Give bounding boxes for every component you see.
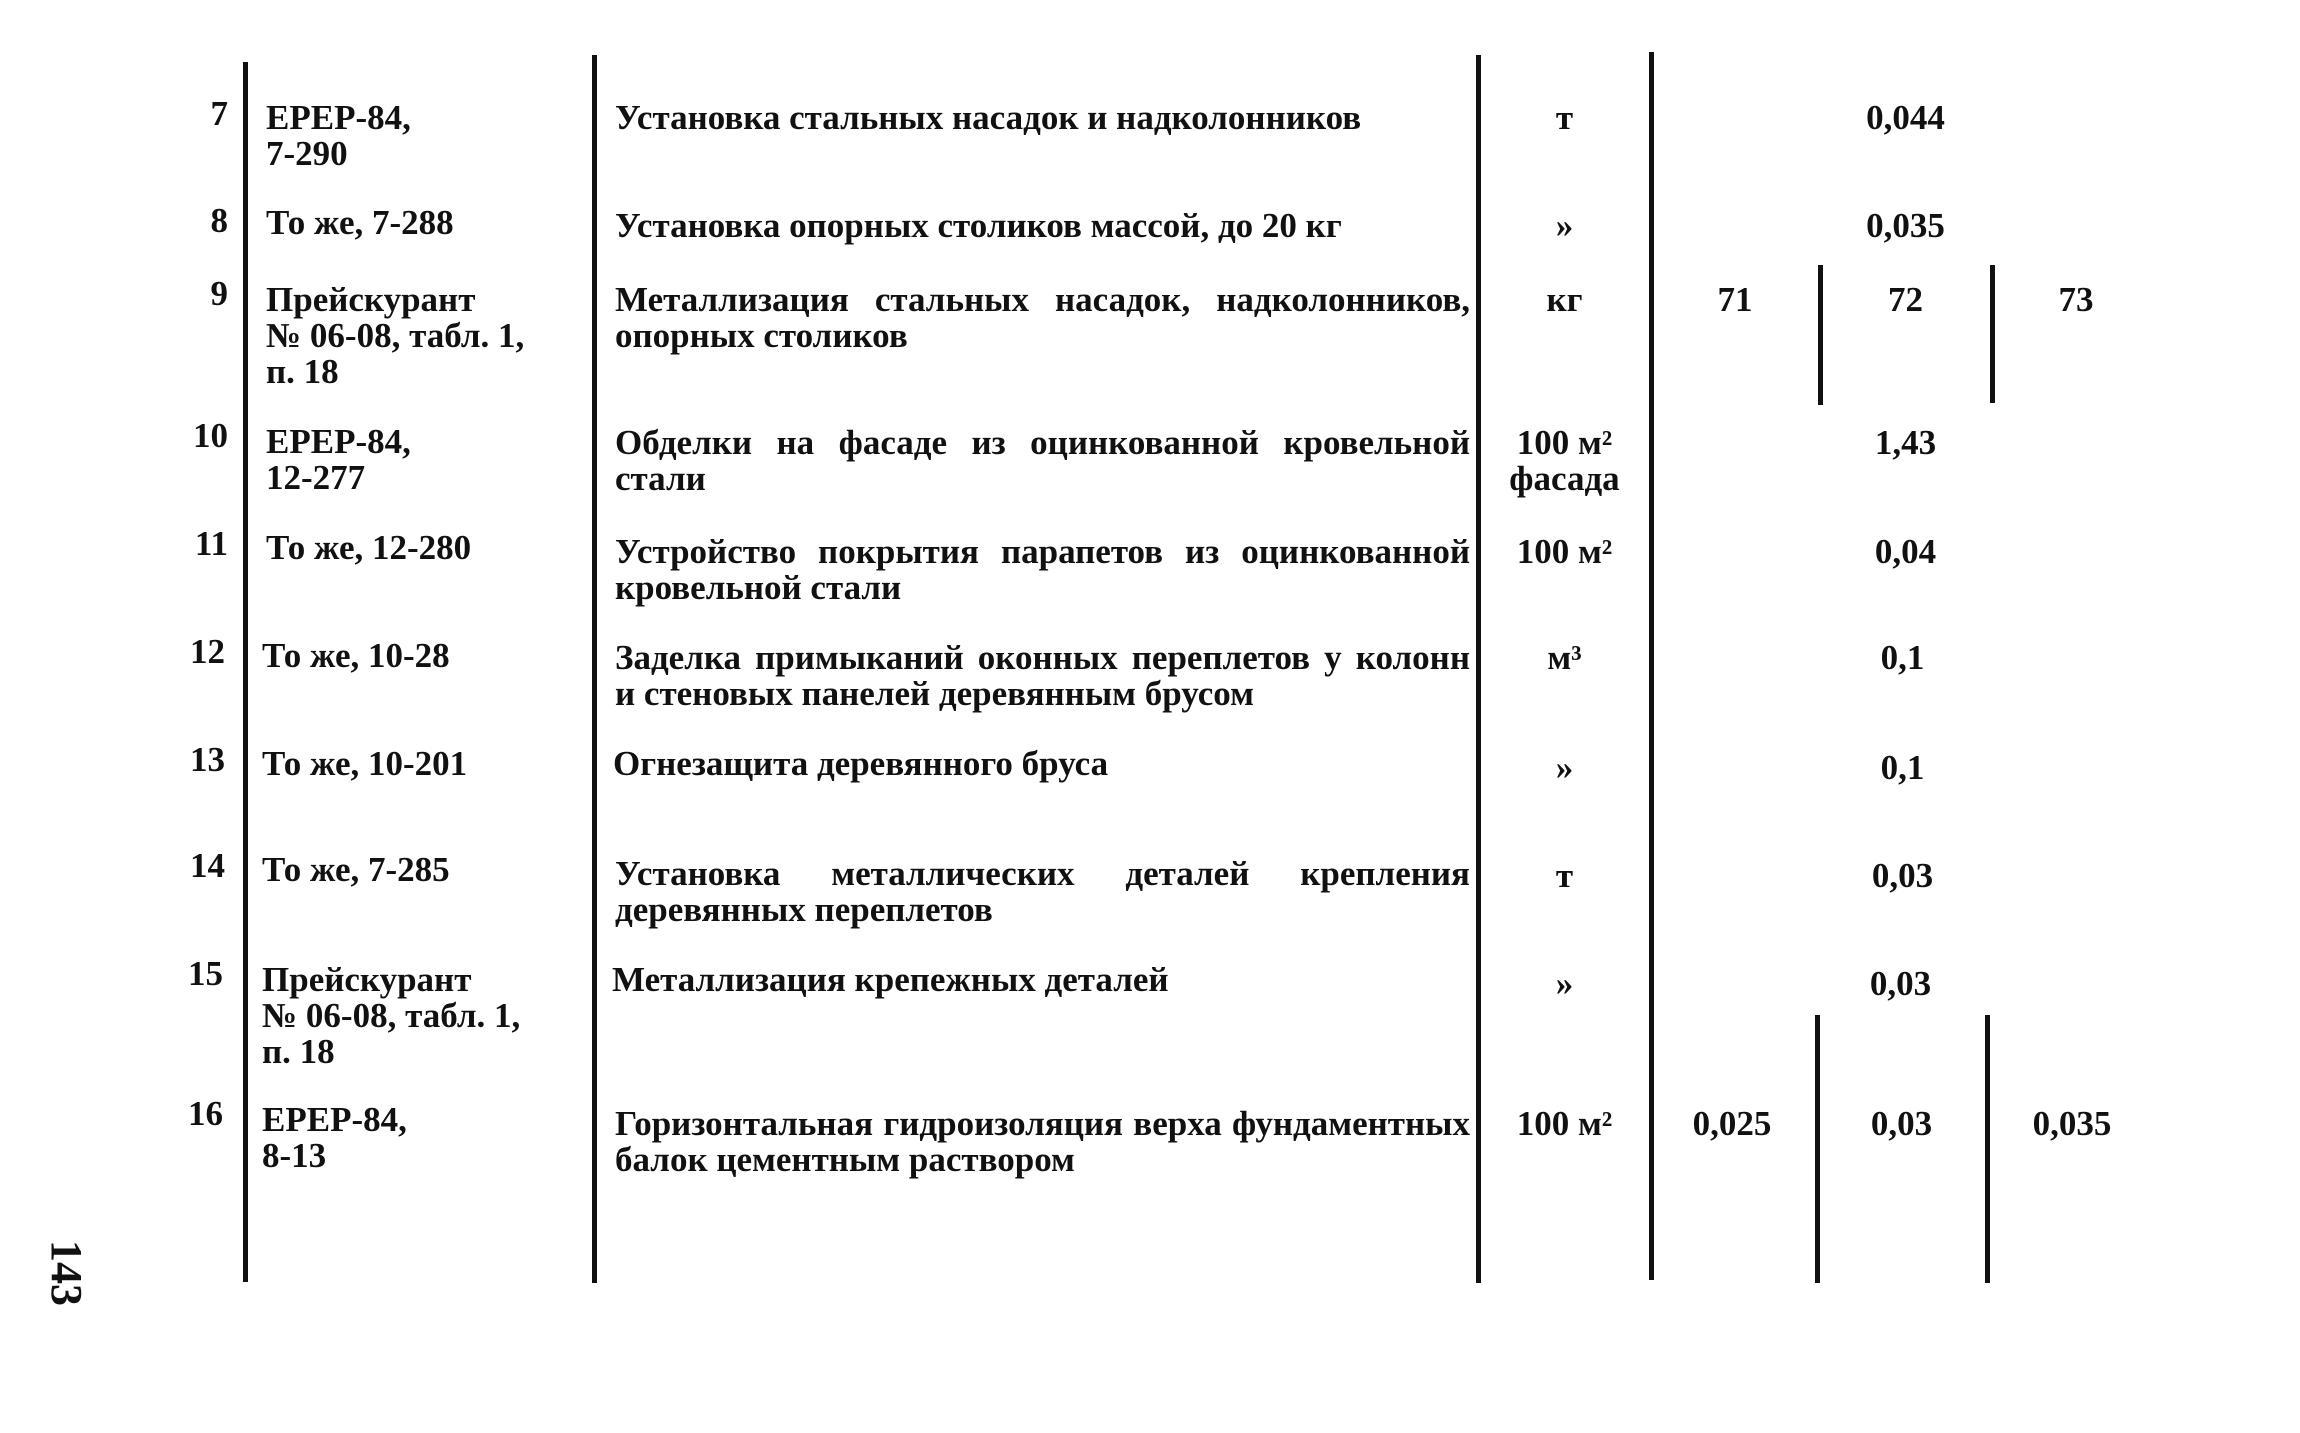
column-rule xyxy=(1990,265,1995,403)
work-description: Горизонтальная гидроизоляция верха фундаментных балок цементным раствором xyxy=(615,1104,1470,1179)
unit: 100 м² фасада xyxy=(1509,423,1620,498)
unit: » xyxy=(1555,206,1574,245)
norm-code: То же, 7-285 xyxy=(262,850,450,889)
row-number: 14 xyxy=(190,846,225,885)
unit: 100 м² xyxy=(1516,1104,1613,1143)
column-rule xyxy=(592,55,597,1283)
work-description: Огнезащита деревянного бруса xyxy=(613,744,1109,783)
value-col-2: 0,1 xyxy=(1880,748,1925,787)
value-col-2: 0,03 xyxy=(1871,856,1934,895)
row-number: 11 xyxy=(194,524,228,563)
work-description: Обделки на фасаде из оцинкованной кровельной стали xyxy=(615,423,1470,498)
value-col-2: 0,1 xyxy=(1880,638,1925,677)
row-number: 16 xyxy=(188,1094,223,1133)
value-col-1: 0,025 xyxy=(1692,1104,1772,1143)
unit: » xyxy=(1555,748,1574,787)
unit: т xyxy=(1555,98,1574,137)
work-description: Установка металлических деталей крепления деревянных переплетов xyxy=(615,854,1470,929)
norm-code: То же, 12-280 xyxy=(266,528,472,567)
norm-code: ЕРЕР-84, 8-13 xyxy=(262,1100,407,1175)
norm-code: Прейскурант № 06-08, табл. 1, п. 18 xyxy=(266,280,525,391)
unit: кг xyxy=(1546,280,1583,319)
norm-code: То же, 10-28 xyxy=(262,636,450,675)
row-number: 12 xyxy=(190,632,225,671)
column-rule xyxy=(243,62,248,1282)
norm-code: ЕРЕР-84, 12-277 xyxy=(266,422,411,497)
work-description: Металлизация крепежных деталей xyxy=(612,960,1169,999)
unit: т xyxy=(1555,856,1574,895)
row-number: 13 xyxy=(190,740,225,779)
work-description: Устройство покрытия парапетов из оцинкованной кровельной стали xyxy=(615,532,1470,607)
unit: » xyxy=(1555,964,1574,1003)
row-number: 7 xyxy=(210,94,228,133)
unit: м³ xyxy=(1547,638,1582,677)
value-col-3: 0,035 xyxy=(2032,1104,2112,1143)
work-description: Установка опорных столиков массой, до 20 кг xyxy=(615,206,1342,245)
norm-code: Прейскурант № 06-08, табл. 1, п. 18 xyxy=(262,960,521,1071)
column-rule xyxy=(1476,55,1481,1283)
work-description: Установка стальных насадок и надколонников xyxy=(615,98,1362,137)
value-col-2: 0,04 xyxy=(1874,532,1937,571)
column-rule xyxy=(1815,1015,1820,1283)
unit: 100 м² xyxy=(1516,532,1613,571)
value-col-1: 71 xyxy=(1717,280,1753,319)
work-description: Металлизация стальных насадок, надколонников, опорных столиков xyxy=(615,280,1470,355)
column-rule xyxy=(1649,52,1654,1280)
norm-code: То же, 10-201 xyxy=(262,744,468,783)
value-col-3: 73 xyxy=(2058,280,2094,319)
value-col-2: 0,03 xyxy=(1869,964,1932,1003)
work-description: Заделка примыканий оконных переплетов у колонн и стеновых панелей деревянным брусом xyxy=(615,638,1470,713)
page-number: 143 xyxy=(42,1240,91,1306)
value-col-2: 0,03 xyxy=(1870,1104,1933,1143)
column-rule xyxy=(1985,1015,1990,1283)
value-col-2: 72 xyxy=(1888,280,1923,319)
value-col-2: 1,43 xyxy=(1874,423,1937,462)
norm-code: То же, 7-288 xyxy=(266,203,454,242)
value-col-2: 0,044 xyxy=(1866,98,1945,137)
row-number: 8 xyxy=(210,201,228,240)
row-number: 9 xyxy=(210,274,228,313)
norm-code: ЕРЕР-84, 7-290 xyxy=(266,98,411,173)
value-col-2: 0,035 xyxy=(1866,206,1945,245)
row-number: 15 xyxy=(188,954,223,993)
row-number: 10 xyxy=(193,416,228,455)
